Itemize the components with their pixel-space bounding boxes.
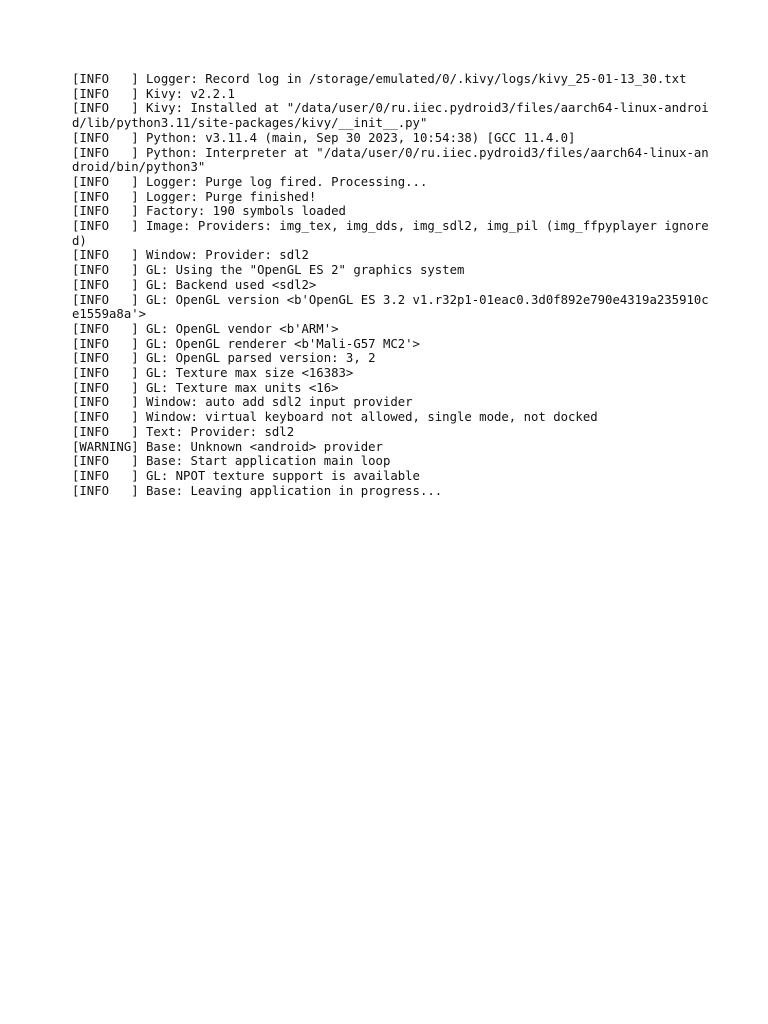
log-line: [INFO ] Kivy: Installed at "/data/user/0/ru.iiec.pydroid3/files/aarch64-linux-android/lib/python3.11/site-packages/kivy/__init__.py" (72, 101, 709, 131)
log-line: [INFO ] GL: OpenGL parsed version: 3, 2 (72, 351, 376, 366)
log-line: [INFO ] Window: virtual keyboard not allowed, single mode, not docked (72, 410, 598, 425)
log-line: [INFO ] Logger: Record log in /storage/emulated/0/.kivy/logs/kivy_25-01-13_30.txt (72, 72, 687, 86)
log-line: [INFO ] Logger: Purge log fired. Processing... (72, 174, 428, 189)
log-line: [INFO ] GL: OpenGL renderer <b'Mali-G57 MC2'> (72, 336, 420, 351)
log-line: [INFO ] Base: Start application main loop (72, 454, 391, 469)
log-line: [INFO ] Python: Interpreter at "/data/user/0/ru.iiec.pydroid3/files/aarch64-linux-android/bin/python3" (72, 145, 709, 175)
log-line: [INFO ] GL: Texture max size <16383> (72, 366, 354, 381)
log-line: [INFO ] GL: Backend used <sdl2> (72, 277, 317, 292)
console-log[interactable] (72, 72, 712, 498)
log-line: [INFO ] GL: Texture max units <16> (72, 380, 339, 395)
log-line: [INFO ] GL: NPOT texture support is available (72, 468, 420, 483)
log-line: [INFO ] Kivy: v2.2.1 (72, 86, 235, 101)
log-line: [INFO ] Base: Leaving application in progress... (72, 483, 443, 498)
log-line: [INFO ] Python: v3.11.4 (main, Sep 30 2023, 10:54:38) [GCC 11.4.0] (72, 130, 576, 145)
log-line: [INFO ] GL: OpenGL version <b'OpenGL ES 3.2 v1.r32p1-01eac0.3d0f892e790e4319a235910ce1559a8a'> (72, 292, 709, 322)
log-line: [INFO ] Logger: Purge finished! (72, 189, 317, 204)
log-line: [INFO ] GL: Using the "OpenGL ES 2" graphics system (72, 263, 465, 278)
log-line: [INFO ] GL: OpenGL vendor <b'ARM'> (72, 321, 339, 336)
log-line: [INFO ] Window: auto add sdl2 input provider (72, 395, 413, 410)
log-line: [INFO ] Image: Providers: img_tex, img_dds, img_sdl2, img_pil (img_ffpyplayer ignored) (72, 219, 709, 248)
log-line-warning: [WARNING] Base: Unknown <android> provider (72, 439, 383, 454)
log-line: [INFO ] Factory: 190 symbols loaded (72, 204, 346, 219)
log-line: [INFO ] Text: Provider: sdl2 (72, 424, 295, 439)
log-line: [INFO ] Window: Provider: sdl2 (72, 248, 309, 263)
